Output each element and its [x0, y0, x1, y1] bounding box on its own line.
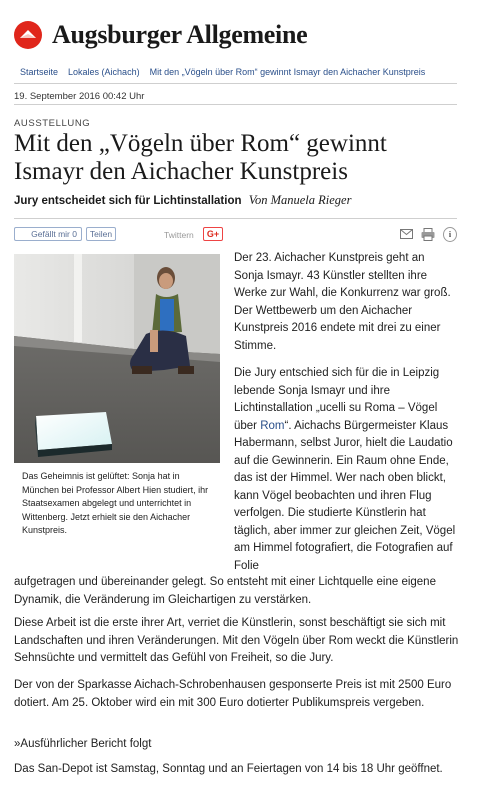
- twitter-button[interactable]: Twittern: [164, 230, 194, 240]
- divider: [14, 218, 457, 219]
- share-button[interactable]: Teilen: [86, 227, 116, 241]
- gplus-button[interactable]: G+: [203, 227, 223, 241]
- paragraph-2-text-b: “. Aichachs Bürgermeister Klaus Habermann, selbst Juror, hielt die Laudatio auf die Gewinnerin. Ein Raum ohne Ende, das ist der Himmel. Wer nach oben blickt, kann Vögel beobachten und ihren Flug verfolgen. Die studierte Künstlerin hat täglich, aber immer zur gleichen Zeit, Vögel am Himmel fotografiert, die Fotografien auf Folie: [234, 419, 456, 572]
- paragraph-1: Der 23. Aichacher Kunstpreis geht an Sonja Ismayr. 43 Künstler stellten ihre Werke zur Wahl, die Konkurrenz war groß. Der Wettbewerb um den Aichacher Kunstpreis 2016 endete mit drei zu einer Stimme.: [234, 252, 451, 352]
- subline-text: Jury entscheidet sich für Lichtinstallation: [14, 195, 242, 207]
- breadcrumb-home[interactable]: Startseite: [20, 67, 59, 77]
- print-icon[interactable]: [421, 227, 435, 241]
- social-bar: [14, 227, 457, 243]
- breadcrumb-article[interactable]: Mit den „Vögeln über Rom“ gewinnt Ismayr den Aichacher Kunstpreis: [149, 67, 426, 77]
- breadcrumb: [20, 67, 425, 77]
- divider: [14, 83, 457, 84]
- divider: [14, 104, 457, 105]
- mail-icon[interactable]: [399, 227, 413, 241]
- paragraph-4: Der von der Sparkasse Aichach-Schrobenhausen gesponserte Preis ist mit 2500 Euro dotiert. Am 25. Oktober wird ein mit 300 Euro dotierter Publikumspreis vergeben.: [14, 679, 452, 709]
- logo-icon: [14, 21, 42, 49]
- article-tools: [399, 227, 457, 241]
- like-button[interactable]: [14, 227, 82, 241]
- photo-caption: Das Geheimnis ist gelüftet: Sonja hat in München bei Professor Albert Hien studiert, ihr Staatsexamen abgelegt und unterrichtet in Wittenberg. Jetzt erhielt sie den Aichacher Kunstpreis.: [22, 471, 209, 535]
- article-kicker: AUSSTELLUNG: [14, 118, 91, 129]
- paragraph-2: [234, 365, 456, 575]
- publish-date: 19. September 2016 00:42 Uhr: [14, 91, 145, 102]
- masthead[interactable]: [14, 18, 307, 52]
- paragraph-2-continued: aufgetragen und übereinander gelegt. So entsteht mit einer Lichtquelle eine eigene Dynamik, die Veränderung im Gleichartigen zu verstärken.: [14, 576, 436, 606]
- paragraph-2-text-a: Die Jury entschied sich für die in Leipzig lebende Sonja Ismayr und ihre Lichtinstallation „ucelli su Roma – Vögel über: [234, 367, 440, 432]
- article-headline: Mit den „Vögeln über Rom“ gewinnt Ismayr den Aichacher Kunstpreis: [14, 130, 387, 185]
- paragraph-6: Das San-Depot ist Samstag, Sonntag und an Feiertagen von 14 bis 18 Uhr geöffnet.: [14, 763, 443, 775]
- info-icon[interactable]: i: [443, 227, 457, 241]
- article-subline: [14, 193, 351, 208]
- rom-link[interactable]: Rom: [260, 419, 285, 432]
- brand-name: Augsburger Allgemeine: [52, 20, 308, 49]
- breadcrumb-section[interactable]: Lokales (Aichach): [68, 67, 140, 77]
- more-report-note: »Ausführlicher Bericht folgt: [14, 738, 152, 750]
- article-photo: [14, 254, 220, 463]
- author-byline: Von Manuela Rieger: [248, 193, 352, 207]
- like-label: Gefällt mir: [31, 229, 70, 239]
- like-count: 0: [72, 229, 77, 239]
- paragraph-3: Diese Arbeit ist die erste ihrer Art, verriet die Künstlerin, sonst beschäftigt sie sich mit Landschaften und ihren Veränderungen. Mit den Vögeln über Rom weckt die Künstlerin Sehnsüchte und vermittelt das Gefühl von Freiheit, so die Jury.: [14, 617, 459, 664]
